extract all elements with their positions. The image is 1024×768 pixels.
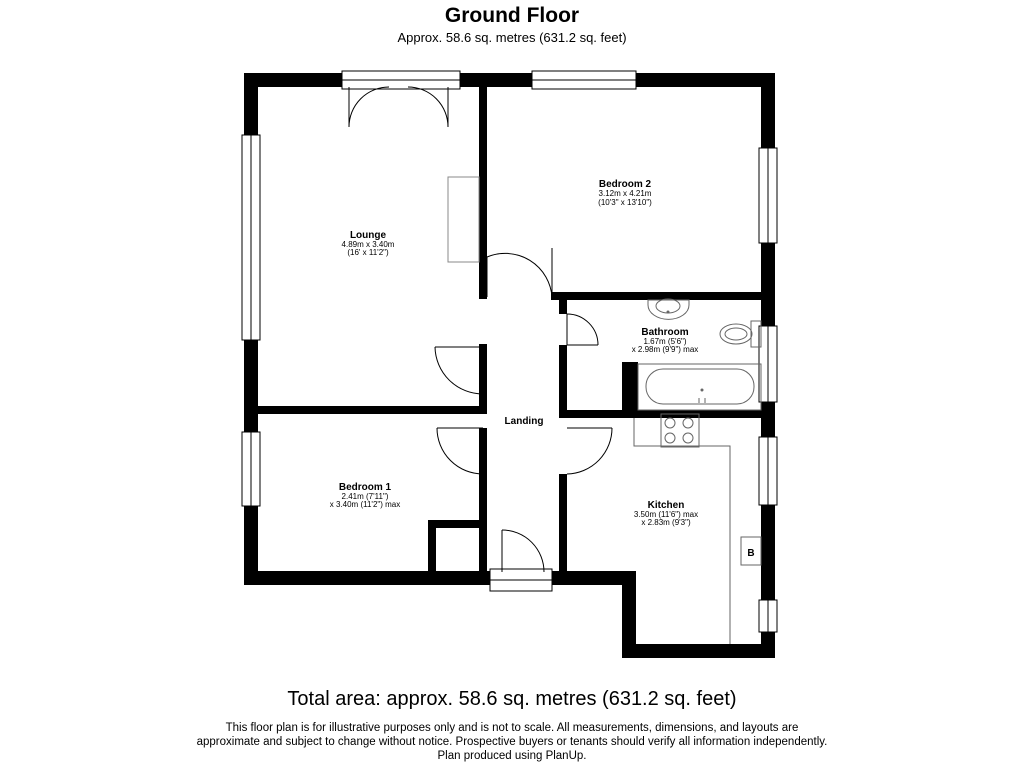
- floor-area-subtitle: Approx. 58.6 sq. metres (631.2 sq. feet): [397, 30, 627, 45]
- bedroom1-dimensions-2: x 3.40m (11'2") max: [329, 500, 401, 509]
- hob-icon: [661, 414, 699, 447]
- kitchen-dimensions-2: x 2.83m (9'3"): [641, 518, 691, 527]
- disclaimer-line: This floor plan is for illustrative purposes only and is not to scale. All measurements, dimensions, and layouts are: [225, 722, 799, 734]
- bedroom2-dimensions-imperial: (10'3" x 13'10"): [598, 198, 652, 207]
- basin-icon: [648, 300, 689, 319]
- bathroom-door: [567, 314, 598, 345]
- front-door: [502, 530, 544, 572]
- kitchen-dimensions: 3.50m (11'6") max: [633, 510, 699, 519]
- bath-icon: [638, 364, 761, 410]
- lounge-double-door: [349, 87, 448, 127]
- kitchen-door: [567, 428, 612, 474]
- lounge-fireplace: [448, 177, 479, 262]
- bathroom-name: Bathroom: [641, 327, 689, 338]
- boiler-label: B: [747, 548, 755, 559]
- floor-title: Ground Floor: [444, 4, 580, 27]
- bathroom-fixtures: [638, 299, 761, 410]
- kitchen-name: Kitchen: [647, 500, 685, 511]
- lounge-name: Lounge: [349, 230, 387, 241]
- bedroom1-name: Bedroom 1: [338, 482, 392, 493]
- disclaimer-line: approximate and subject to change without notice. Prospective buyers or tenants should verify all information independently.: [196, 736, 828, 748]
- bedroom1-dimensions: 2.41m (7'11"): [341, 492, 389, 501]
- bedroom2-door: [487, 248, 552, 297]
- lounge-dimensions-imperial: (16' x 11'2"): [347, 248, 389, 257]
- kitchen-fixtures: [634, 414, 761, 644]
- total-area: Total area: approx. 58.6 sq. metres (631.2 sq. feet): [287, 688, 737, 710]
- lounge-dimensions: 4.89m x 3.40m: [341, 240, 395, 249]
- bedroom2-name: Bedroom 2: [598, 179, 652, 190]
- lounge-door: [435, 347, 483, 394]
- bathroom-dimensions: 1.67m (5'6"): [643, 337, 687, 346]
- bedroom2-dimensions: 3.12m x 4.21m: [598, 189, 652, 198]
- bedroom1-door: [437, 428, 483, 474]
- bathroom-dimensions-2: x 2.98m (9'9") max: [631, 345, 699, 354]
- room-labels: [330, 179, 699, 527]
- disclaimer: [0, 721, 1024, 763]
- landing-name: Landing: [504, 416, 544, 427]
- disclaimer-line: Plan produced using PlanUp.: [437, 750, 587, 762]
- toilet-icon: [720, 321, 761, 347]
